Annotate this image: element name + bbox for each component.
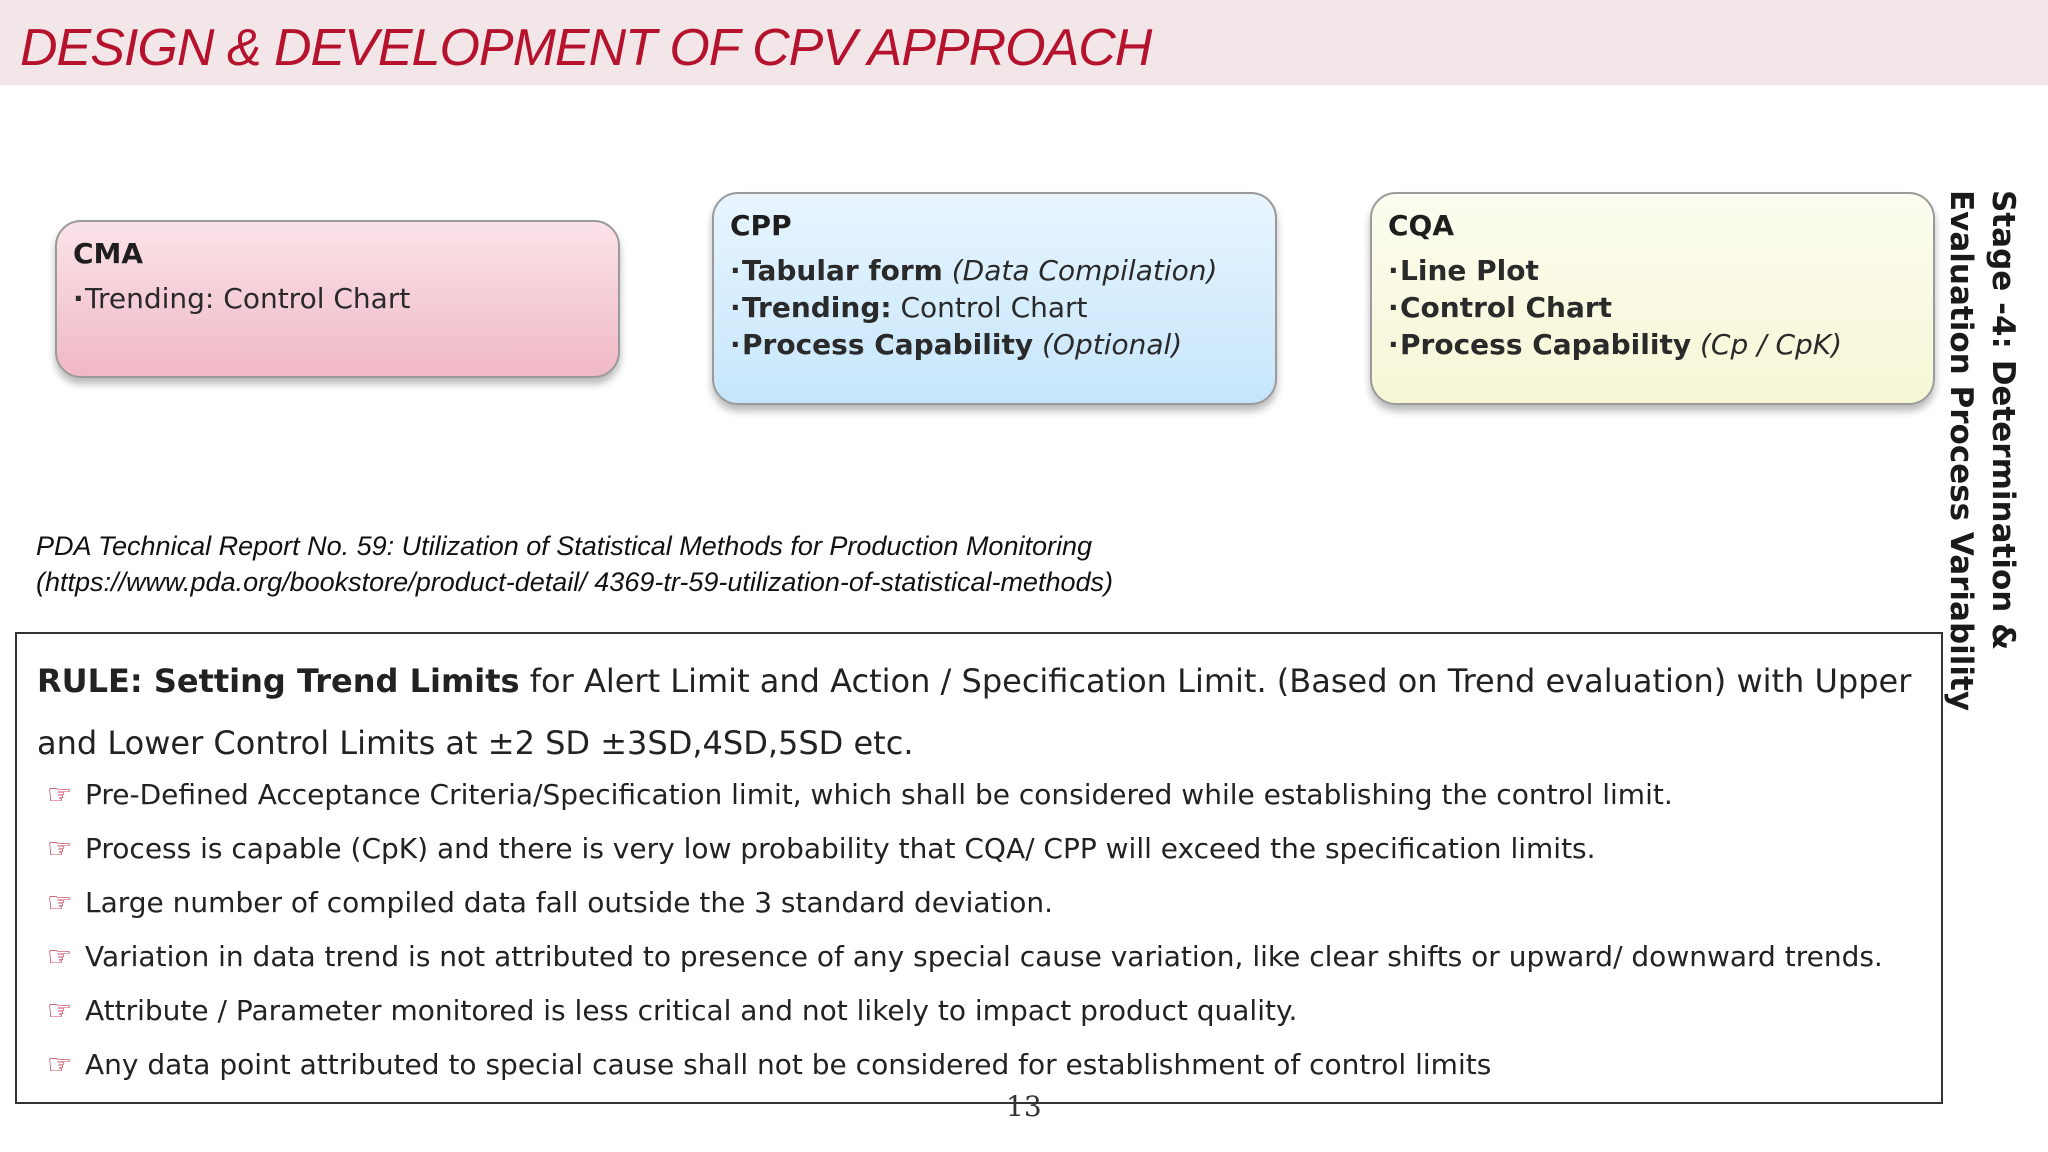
cma-card xyxy=(55,220,620,378)
pointing-hand-icon: ☞ xyxy=(47,778,73,811)
stage-label-line2: Evaluation Process Variability xyxy=(1943,190,1979,712)
pointing-hand-icon: ☞ xyxy=(47,1048,73,1081)
cpp-item-rest xyxy=(1033,328,1042,361)
rule-bullet-list xyxy=(47,768,1883,1092)
cqa-item xyxy=(1388,326,1917,363)
rule-bullet-text: Any data point attributed to special cause shall not be considered for establishment of control limits xyxy=(85,1048,1492,1081)
bullet-dot-icon: · xyxy=(730,328,741,361)
bullet-dot-icon: · xyxy=(1388,254,1399,287)
reference-line1: PDA Technical Report No. 59: Utilization of Statistical Methods for Production Monitoring xyxy=(36,531,1093,561)
cma-item xyxy=(73,280,602,317)
cpp-card-list xyxy=(730,252,1259,363)
cpp-item-bold: Process Capability xyxy=(742,328,1034,361)
cqa-item-italic: (Cp / CpK) xyxy=(1700,328,1843,361)
bullet-dot-icon: · xyxy=(1388,291,1399,324)
reference-citation xyxy=(36,528,1113,600)
cpp-item-italic: (Data Compilation) xyxy=(951,254,1218,287)
cpp-item xyxy=(730,252,1259,289)
pointing-hand-icon: ☞ xyxy=(47,940,73,973)
cqa-card-list xyxy=(1388,252,1917,363)
bullet-dot-icon: · xyxy=(1388,328,1399,361)
rule-body: for Alert Limit and Action / Specification Limit. (Based on Trend evaluation) with Upper and Lower Control Limits at ±2 SD ±3SD,4SD,5SD etc. xyxy=(37,662,1912,762)
rule-statement xyxy=(37,650,1937,774)
pointing-hand-icon: ☞ xyxy=(47,832,73,865)
pointing-hand-icon: ☞ xyxy=(47,994,73,1027)
cpp-item-rest: Control Chart xyxy=(891,291,1088,324)
page-number: 13 xyxy=(1006,1090,1042,1123)
rule-bullet-text: Pre-Defined Acceptance Criteria/Specification limit, which shall be considered while establishing the control limit. xyxy=(85,778,1673,811)
bullet-dot-icon: · xyxy=(730,254,741,287)
cqa-item-bold: Process Capability xyxy=(1400,328,1692,361)
cpp-item-rest xyxy=(943,254,952,287)
cma-card-list xyxy=(73,280,602,317)
rule-bullet xyxy=(47,930,1883,984)
pointing-hand-icon: ☞ xyxy=(47,886,73,919)
rule-bullet-text: Attribute / Parameter monitored is less critical and not likely to impact product quality. xyxy=(85,994,1298,1027)
cqa-card-title: CQA xyxy=(1388,209,1455,242)
cpp-item-bold: Tabular form xyxy=(742,254,943,287)
cpp-item xyxy=(730,289,1259,326)
rule-bullet xyxy=(47,822,1883,876)
rule-bullet-text: Large number of compiled data fall outside the 3 standard deviation. xyxy=(85,886,1054,919)
stage-label-line1: Stage -4: Determination & xyxy=(1985,190,2021,651)
cpp-card xyxy=(712,192,1277,405)
bullet-dot-icon: · xyxy=(73,282,84,315)
cpp-item-bold: Trending: xyxy=(742,291,892,324)
rule-box xyxy=(15,632,1943,1104)
slide-title: DESIGN & DEVELOPMENT OF CPV APPROACH xyxy=(20,19,1152,77)
cpp-item-italic: (Optional) xyxy=(1042,328,1183,361)
rule-bullet xyxy=(47,768,1883,822)
cma-item-text: Trending: Control Chart xyxy=(85,282,411,315)
cpp-item xyxy=(730,326,1259,363)
cqa-card xyxy=(1370,192,1935,405)
stage-label-rotated xyxy=(1940,190,2024,711)
cqa-item-bold: Line Plot xyxy=(1400,254,1539,287)
cqa-item xyxy=(1388,252,1917,289)
rule-bullet xyxy=(47,1038,1883,1092)
cqa-item xyxy=(1388,289,1917,326)
rule-bullet xyxy=(47,984,1883,1038)
cqa-item-rest xyxy=(1691,328,1700,361)
cpp-card-title: CPP xyxy=(730,209,792,242)
rule-heading: RULE: Setting Trend Limits xyxy=(37,662,520,700)
reference-line2: (https://www.pda.org/bookstore/product-detail/ 4369-tr-59-utilization-of-statistical-methods) xyxy=(36,567,1113,597)
bullet-dot-icon: · xyxy=(730,291,741,324)
cqa-item-bold: Control Chart xyxy=(1400,291,1613,324)
rule-bullet-text: Process is capable (CpK) and there is very low probability that CQA/ CPP will exceed the specification limits. xyxy=(85,832,1596,865)
rule-bullet-text: Variation in data trend is not attributed to presence of any special cause variation, like clear shifts or upward/ downward trends. xyxy=(85,940,1883,973)
rule-bullet xyxy=(47,876,1883,930)
cma-card-title: CMA xyxy=(73,237,144,270)
